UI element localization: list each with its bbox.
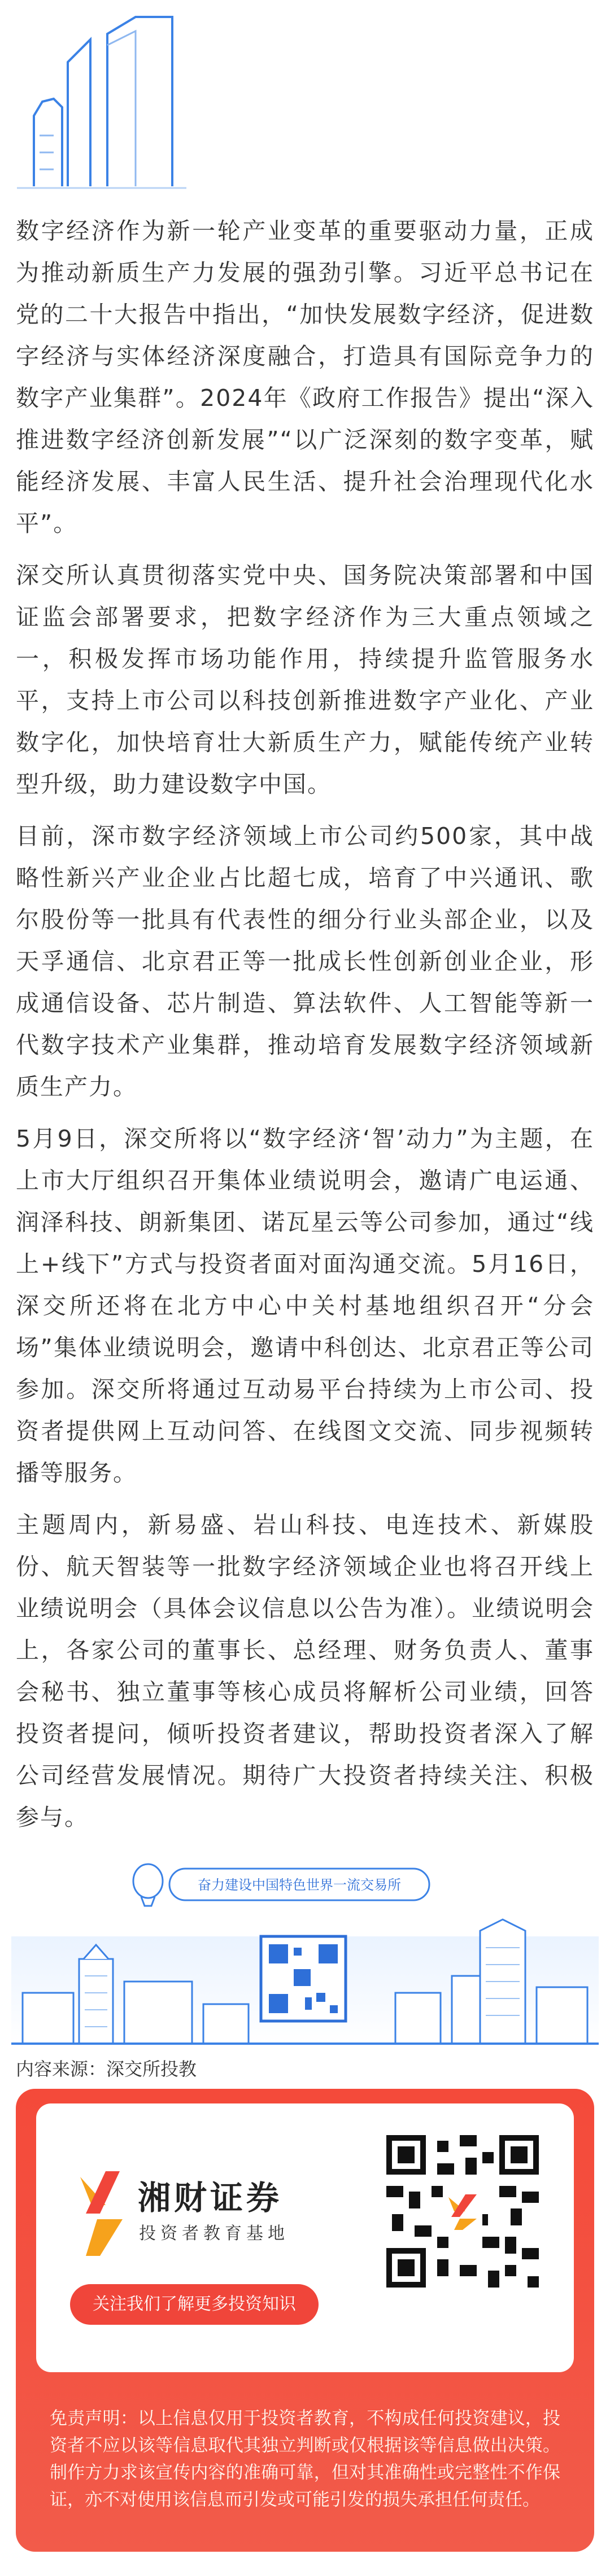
brand-logo-icon [75,2166,125,2262]
banner-qr-code [261,1936,346,2021]
article-paragraph: 深交所认真贯彻落实党中央、国务院决策部署和中国证监会部署要求，把数字经济作为三大重点领域之一，积极发挥市场功能作用，持续提升监管服务水平，支持上市公司以科技创新推进数字产业化、产业数字化，加快培育壮大新质生产力，赋能传统产业转型升级，助力建设数字中国。 [16,562,594,798]
footer-skyline-banner [0,1852,610,2055]
broker-promo-card [16,2089,594,2552]
disclaimer-text: 免责声明：以上信息仅用于投资者教育，不构成任何投资建议，投资者不应以该等信息取代其独立判断或仅根据该等信息做出决策。制作方力求该宣传内容的准确可靠，但对其准确性或完整性不作保证，亦不对使用该信息而引发或可能引发的损失承担任何责任。 [50,2408,560,2510]
brand-qr-code[interactable] [386,2135,539,2288]
header-skyline-illustration [0,0,610,192]
brand-subtitle: 投资者教育基地 [139,2224,289,2243]
brand-name: 湘财证券 [138,2179,283,2217]
article-paragraph: 数字经济作为新一轮产业变革的重要驱动力量，正成为推动新质生产力发展的强劲引擎。习近平总书记在党的二十大报告中指出，“加快发展数字经济，促进数字经济与实体经济深度融合，打造具有国际竞争力的数字产业集群”。2024年《政府工作报告》提出“深入推进数字经济创新发展”“以广泛深刻的数字变革，赋能经济发展、丰富人民生活、提升社会治理现代化水平”。 [16,217,594,537]
slogan-text: 奋力建设中国特色世界一流交易所 [198,1877,401,1893]
article-paragraph: 目前，深市数字经济领域上市公司约500家，其中战略性新兴产业企业占比超七成，培育了中兴通讯、歌尔股份等一批具有代表性的细分行业头部企业，以及天孚通信、北京君正等一批成长性创新创业企业，形成通信设备、芯片制造、算法软件、人工智能等新一代数字技术产业集群，推动培育发展数字经济领域新质生产力。 [16,823,594,1100]
follow-us-button[interactable]: 关注我们了解更多投资知识 [70,2284,319,2325]
article-body [16,210,594,1848]
article-paragraph: 5月9日，深交所将以“数字经济‘智’动力”为主题，在上市大厅组织召开集体业绩说明会，邀请广电运通、润泽科技、朗新集团、诺瓦星云等公司参加，通过“线上+线下”方式与投资者面对面沟通交流。5月16日，深交所还将在北方中心中关村基地组织召开“分会场”集体业绩说明会，邀请中科创达、北京君正等公司参加。深交所将通过互动易平台持续为上市公司、投资者提供网上互动问答、在线图文交流、同步视频转播等服务。 [16,1125,594,1486]
content-source: 内容来源：深交所投教 [16,2058,197,2080]
brand-panel [36,2103,574,2372]
article-paragraph: 主题周内，新易盛、岩山科技、电连技术、新媒股份、航天智装等一批数字经济领域企业也将召开线上业绩说明会（具体会议信息以公告为准）。业绩说明会上，各家公司的董事长、总经理、财务负责人、董事会秘书、独立董事等核心成员将解析公司业绩，回答投资者提问，倾听投资者建议，帮助投资者深入了解公司经营发展情况。期待广大投资者持续关注、积极参与。 [16,1511,594,1831]
